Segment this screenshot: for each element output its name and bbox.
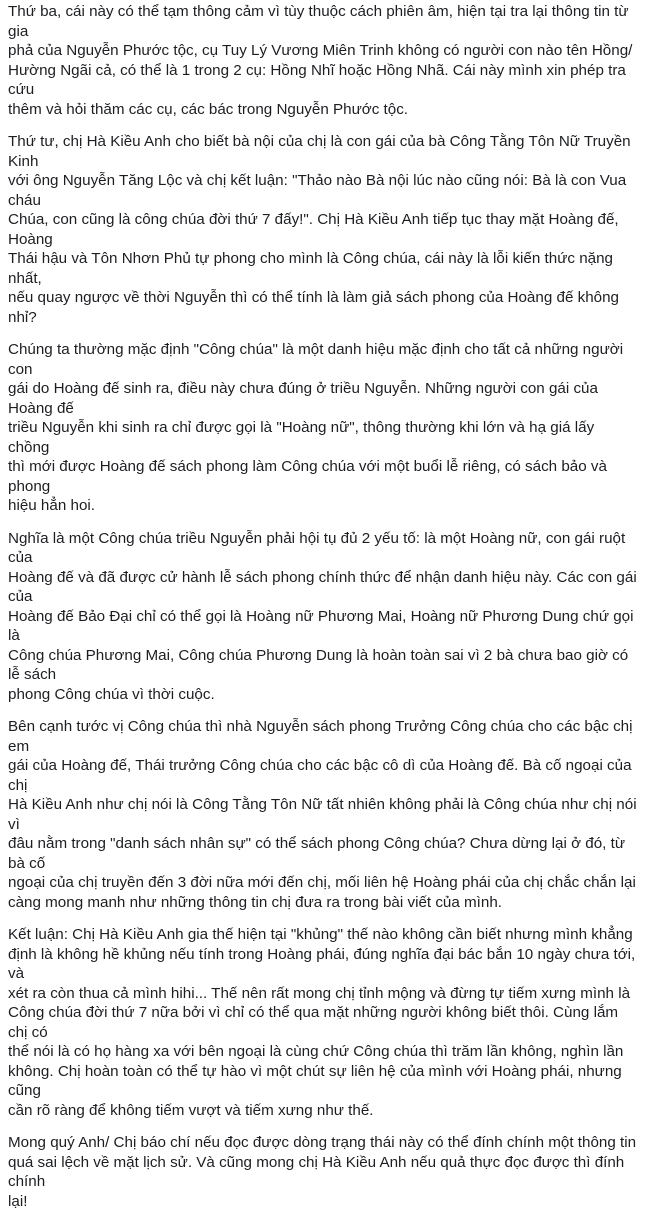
paragraph-fourth-point: Thứ tư, chị Hà Kiều Anh cho biết bà nội của chị là con gái của bà Công Tằng Tôn Nữ Truyền Kinh với ông Nguyễn Tăng Lộc và chị kết luận: "Thảo nào Bà nội lúc nào cũng nói: Bà là con Vua cháu Chúa, con cũng là công chúa đời thứ 7 đấy!". Chị Hà Kiều Anh tiếp tục thay mặt Hoàng đế, Hoàng Thái hậu và Tôn Nhơn Phủ tự phong cho mình là Công chúa, cái này là lỗi kiến thức nặng nhất, nếu quay ngược về thời Nguyễn thì có thể tính là làm giả sách phong của Hoàng đế không nhỉ? xyxy=(8,133,631,326)
paragraph-closing-request: Mong quý Anh/ Chị báo chí nếu đọc được dòng trạng thái này có thể đính chính một thông tin quá sai lệch về mặt lịch sử. Và cũng mong chị Hà Kiều Anh nếu quả thực đọc được thì đính chính lại! xyxy=(8,1134,637,1210)
paragraph-princess-title: Chúng ta thường mặc định "Công chúa" là một danh hiệu mặc định cho tất cả những người con gái do Hoàng đế sinh ra, điều này chưa đúng ở triều Nguyễn. Những người con gái của Hoàng đế triều Nguyễn khi sinh ra chỉ được gọi là "Hoàng nữ", thông thường khi lớn và hạ giá lấy chồng thì mới được Hoàng đế sách phong làm Công chúa với một buổi lễ riêng, có sách bảo và phong hiệu hẳn hoi. xyxy=(8,341,624,514)
post-body xyxy=(8,2,638,1224)
paragraph-third-point: Thứ ba, cái này có thể tạm thông cảm vì tùy thuộc cách phiên âm, hiện tại tra lại thông tin từ gia phả của Nguyễn Phước tộc, cụ Tuy Lý Vương Miên Trinh không có người con nào tên Hồng/ Hường Ngãi cả, có thể là 1 trong 2 cụ: Hồng Nhĩ hoặc Hồng Nhã. Cái này mình xin phép tra cứu thêm và hỏi thăm các cụ, các bác trong Nguyễn Phước tộc. xyxy=(8,3,633,118)
paragraph-two-criteria: Nghĩa là một Công chúa triều Nguyễn phải hội tụ đủ 2 yếu tố: là một Hoàng nữ, con gái ruột của Hoàng đế và đã được cử hành lễ sách phong chính thức để nhận danh hiệu này. Các con gái của Hoàng đế Bảo Đại chỉ có thể gọi là Hoàng nữ Phương Mai, Hoàng nữ Phương Dung chứ gọi là Công chúa Phương Mai, Công chúa Phương Dung là hoàn toàn sai vì 2 bà chưa bao giờ có lễ sách phong Công chúa vì thời cuộc. xyxy=(8,529,637,703)
paragraph-conclusion: Kết luận: Chị Hà Kiều Anh gia thế hiện tại "khủng" thế nào không cần biết nhưng mình khẳng định là không hề khủng nếu tính trong Hoàng phái, đúng nghĩa đại bác bắn 10 ngày chưa tới, và xét ra còn thua cả mình hihi... Thế nên rất mong chị tỉnh mộng và đừng tự tiếm xưng mình là Công chúa đời thứ 7 nữa bởi vì chỉ có thể qua mặt những người không biết thôi. Cùng lắm chị có thể nói là có họ hàng xa với bên ngoại là cùng chứ Công chúa thì trăm lần không, nghìn lần không. Chị hoàn toàn có thể tự hào vì một chút sự liên hệ của mình với Hoàng phái, nhưng cũng cần rõ ràng để không tiếm vượt và tiếm xưng như thế. xyxy=(8,926,636,1119)
paragraph-royal-ranks: Bên cạnh tước vị Công chúa thì nhà Nguyễn sách phong Trưởng Công chúa cho các bậc chị em gái của Hoàng đế, Thái trưởng Công chúa cho các bậc cô dì của Hoàng đế. Bà cố ngoại của chị Hà Kiều Anh như chị nói là Công Tằng Tôn Nữ tất nhiên không phải là Công chúa như chị nói vì đâu nằm trong "danh sách nhân sự" có thể sách phong Công chúa? Chưa dừng lại ở đó, từ bà cố ngoại của chị truyền đến 3 đời nữa mới đến chị, mối liên hệ Hoàng phái của chị chắc chắn lại càng mong manh như những thông tin chị đưa ra trong bài viết của mình. xyxy=(8,718,637,911)
